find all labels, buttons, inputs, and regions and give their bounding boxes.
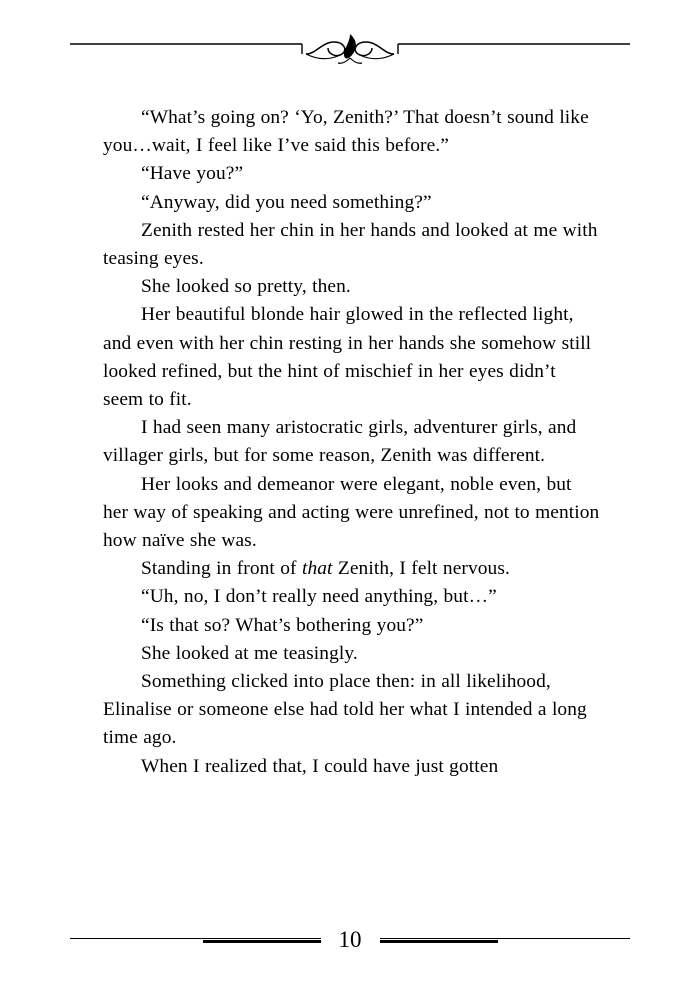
paragraph: “Is that so? What’s bothering you?” (141, 614, 424, 636)
header-ornament (70, 28, 630, 78)
paragraph: Her looks and demeanor were elegant, noble even, but her way of speaking and acting were unrefined, not to mention how naïve she was. (103, 473, 600, 552)
paragraph: “Uh, no, I don’t really need anything, but…” (141, 586, 497, 608)
paragraph-with-italic (103, 555, 600, 583)
paragraph: “Anyway, did you need something?” (141, 191, 432, 213)
paragraph: Zenith rested her chin in her hands and looked at me with teasing eyes. (103, 219, 598, 270)
page-body (103, 104, 600, 781)
text-before-italic: Standing in front of (141, 558, 302, 580)
paragraph: “Have you?” (141, 163, 244, 185)
page-number: 10 (338, 926, 362, 952)
italic-word: that (301, 558, 333, 580)
paragraph: “What’s going on? ‘Yo, Zenith?’ That doesn’t sound like you…wait, I feel like I’ve said this before.” (103, 107, 589, 157)
paragraph: Something clicked into place then: in all likelihood, Elinalise or someone else had told her what I intended a long time ago. (103, 671, 587, 749)
paragraph: I had seen many aristocratic girls, adventurer girls, and villager girls, but for some reason, Zenith was different. (103, 417, 577, 467)
page-footer (70, 919, 630, 959)
paragraph: Her beautiful blonde hair glowed in the reflected light, and even with her chin resting in her hands she somehow still looked refined, but the hint of mischief in her eyes didn’t seem to fit. (103, 304, 592, 411)
text-after-italic: Zenith, I felt nervous. (332, 558, 510, 580)
paragraph: When I realized that, I could have just gotten (141, 755, 499, 777)
paragraph: She looked so pretty, then. (141, 276, 351, 298)
paragraph: She looked at me teasingly. (141, 642, 358, 664)
